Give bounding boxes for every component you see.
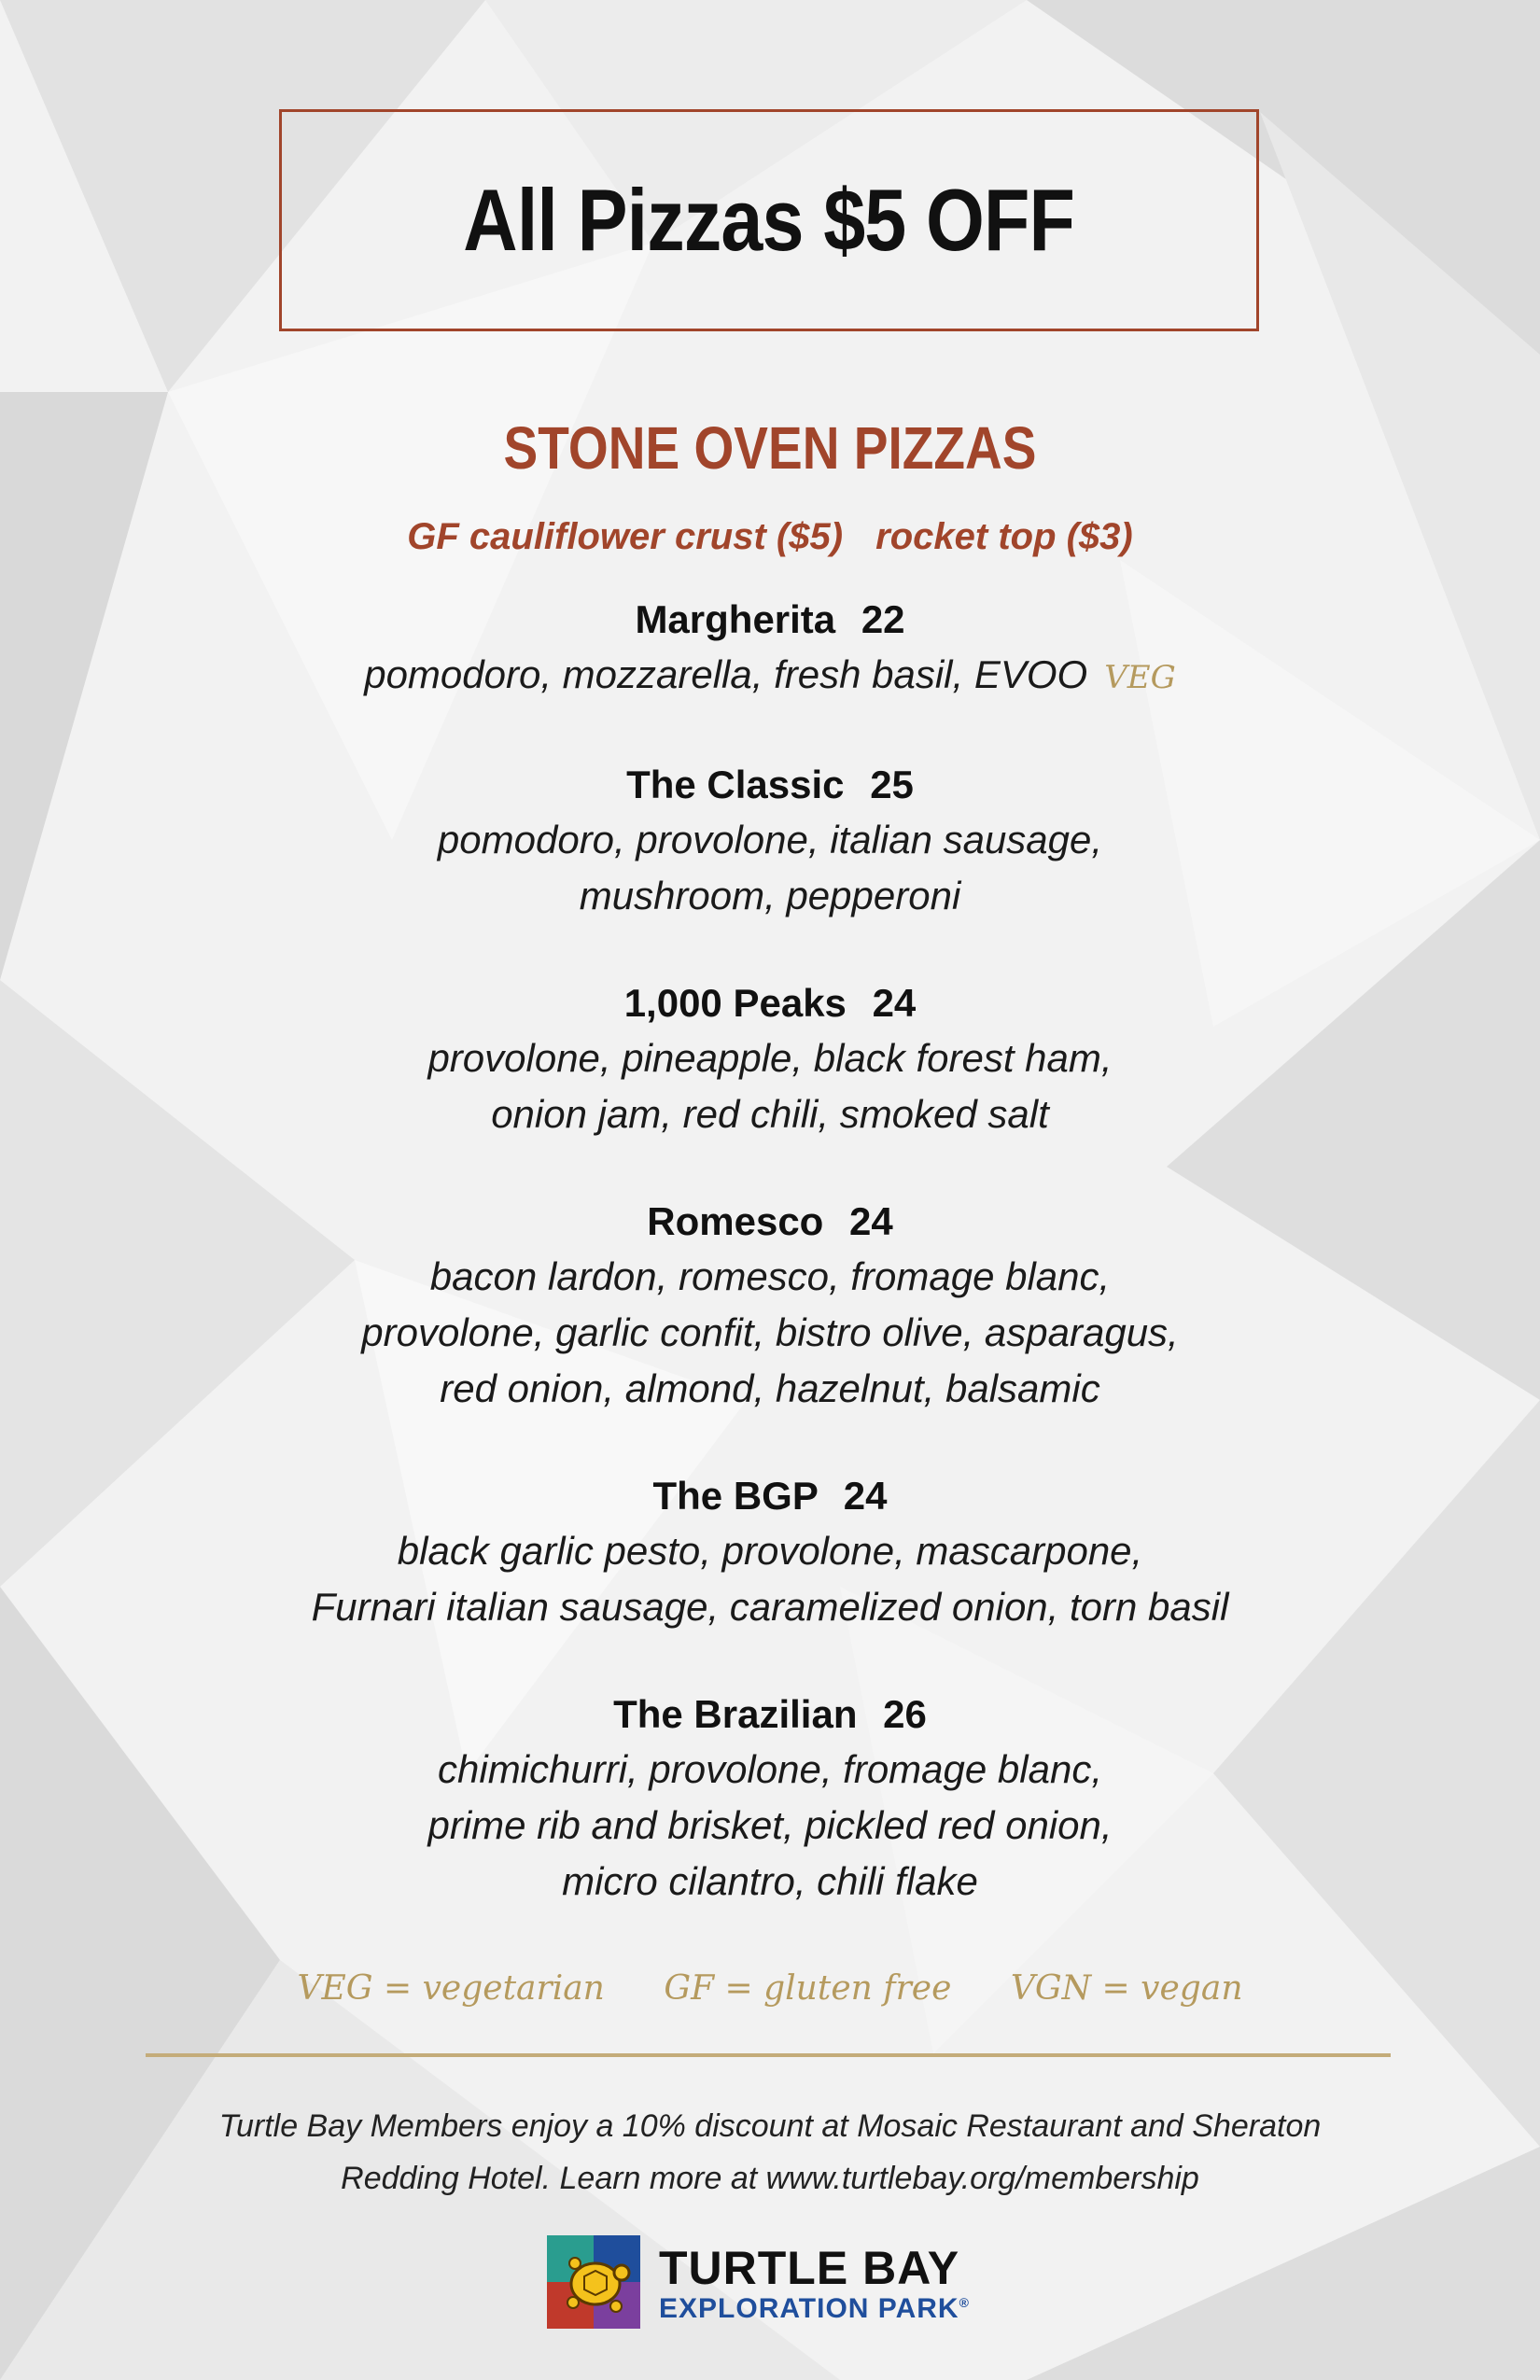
item-header: [0, 1195, 1540, 1249]
item-description-line: bacon lardon, romesco, fromage blanc,: [429, 1254, 1111, 1298]
promo-title: All Pizzas $5 OFF: [463, 171, 1075, 269]
logo-subtitle: [659, 2293, 970, 2325]
item-header: [0, 1469, 1540, 1523]
option-rocket-top: rocket top ($3): [875, 516, 1133, 557]
item-description-line: Furnari italian sausage, caramelized onion, torn basil: [311, 1585, 1229, 1629]
item-price: 24: [843, 1474, 888, 1518]
item-description-line: mushroom, pepperoni: [579, 874, 961, 917]
item-price: 22: [861, 597, 905, 641]
crust-options: [0, 516, 1540, 558]
item-description-line: provolone, pineapple, black forest ham,: [427, 1036, 1113, 1080]
legend-vgn: VGN = vegan: [1010, 1969, 1243, 2008]
item-description-line: pomodoro, provolone, italian sausage,: [437, 818, 1103, 861]
membership-note-line: Redding Hotel. Learn more at www.turtlebay.org/membership: [341, 2161, 1199, 2196]
item-header: [0, 593, 1540, 647]
item-header: [0, 976, 1540, 1030]
turtle-bay-logo: [547, 2235, 1014, 2329]
item-name: 1,000 Peaks: [623, 981, 847, 1025]
registered-mark: ®: [959, 2295, 970, 2310]
item-price: 25: [870, 763, 914, 806]
item-description-line: prime rib and brisket, pickled red onion,: [427, 1803, 1113, 1847]
section-title: STONE OVEN PIZZAS: [503, 414, 1037, 482]
legend-gf: GF = gluten free: [664, 1969, 952, 2008]
dietary-legend: [0, 1969, 1540, 2008]
item-description-line: chimichurri, provolone, fromage blanc,: [438, 1747, 1102, 1791]
item-price: 24: [849, 1199, 893, 1243]
veg-tag: VEG: [1104, 659, 1176, 696]
legend-veg: VEG = vegetarian: [297, 1969, 605, 2008]
item-description: [0, 647, 1540, 706]
membership-note: [0, 2100, 1540, 2205]
item-price: 24: [872, 981, 917, 1025]
item-description-line: pomodoro, mozzarella, fresh basil, EVOO: [364, 652, 1088, 696]
item-description-line: micro cilantro, chili flake: [562, 1859, 978, 1903]
item-name: Margherita: [635, 597, 836, 641]
menu-item-the-bgp: [0, 1469, 1540, 1635]
pizza-list: [0, 593, 1540, 1962]
item-name: The Brazilian: [613, 1692, 858, 1736]
item-header: [0, 758, 1540, 812]
menu-item-1000-peaks: [0, 976, 1540, 1142]
item-description-line: red onion, almond, hazelnut, balsamic: [440, 1366, 1100, 1410]
divider: [146, 2053, 1391, 2057]
item-name: Romesco: [647, 1199, 824, 1243]
item-description-line: provolone, garlic confit, bistro olive, asparagus,: [361, 1310, 1179, 1354]
item-header: [0, 1687, 1540, 1742]
menu-item-the-classic: [0, 758, 1540, 924]
menu-item-the-brazilian: [0, 1687, 1540, 1910]
menu-item-margherita: [0, 593, 1540, 706]
item-name: The BGP: [652, 1474, 819, 1518]
item-price: 26: [883, 1692, 927, 1736]
logo-name: TURTLE BAY: [659, 2242, 960, 2294]
membership-note-line: Turtle Bay Members enjoy a 10% discount at Mosaic Restaurant and Sheraton: [218, 2108, 1322, 2144]
item-description-line: onion jam, red chili, smoked salt: [491, 1092, 1049, 1136]
menu-item-romesco: [0, 1195, 1540, 1417]
turtle-icon: [547, 2235, 640, 2329]
item-description-line: black garlic pesto, provolone, mascarpone,: [397, 1529, 1143, 1573]
logo-subtitle-text: EXPLORATION PARK: [659, 2293, 959, 2324]
option-gf-crust: GF cauliflower crust ($5): [407, 516, 844, 557]
promo-banner: [279, 109, 1259, 331]
item-name: The Classic: [626, 763, 845, 806]
